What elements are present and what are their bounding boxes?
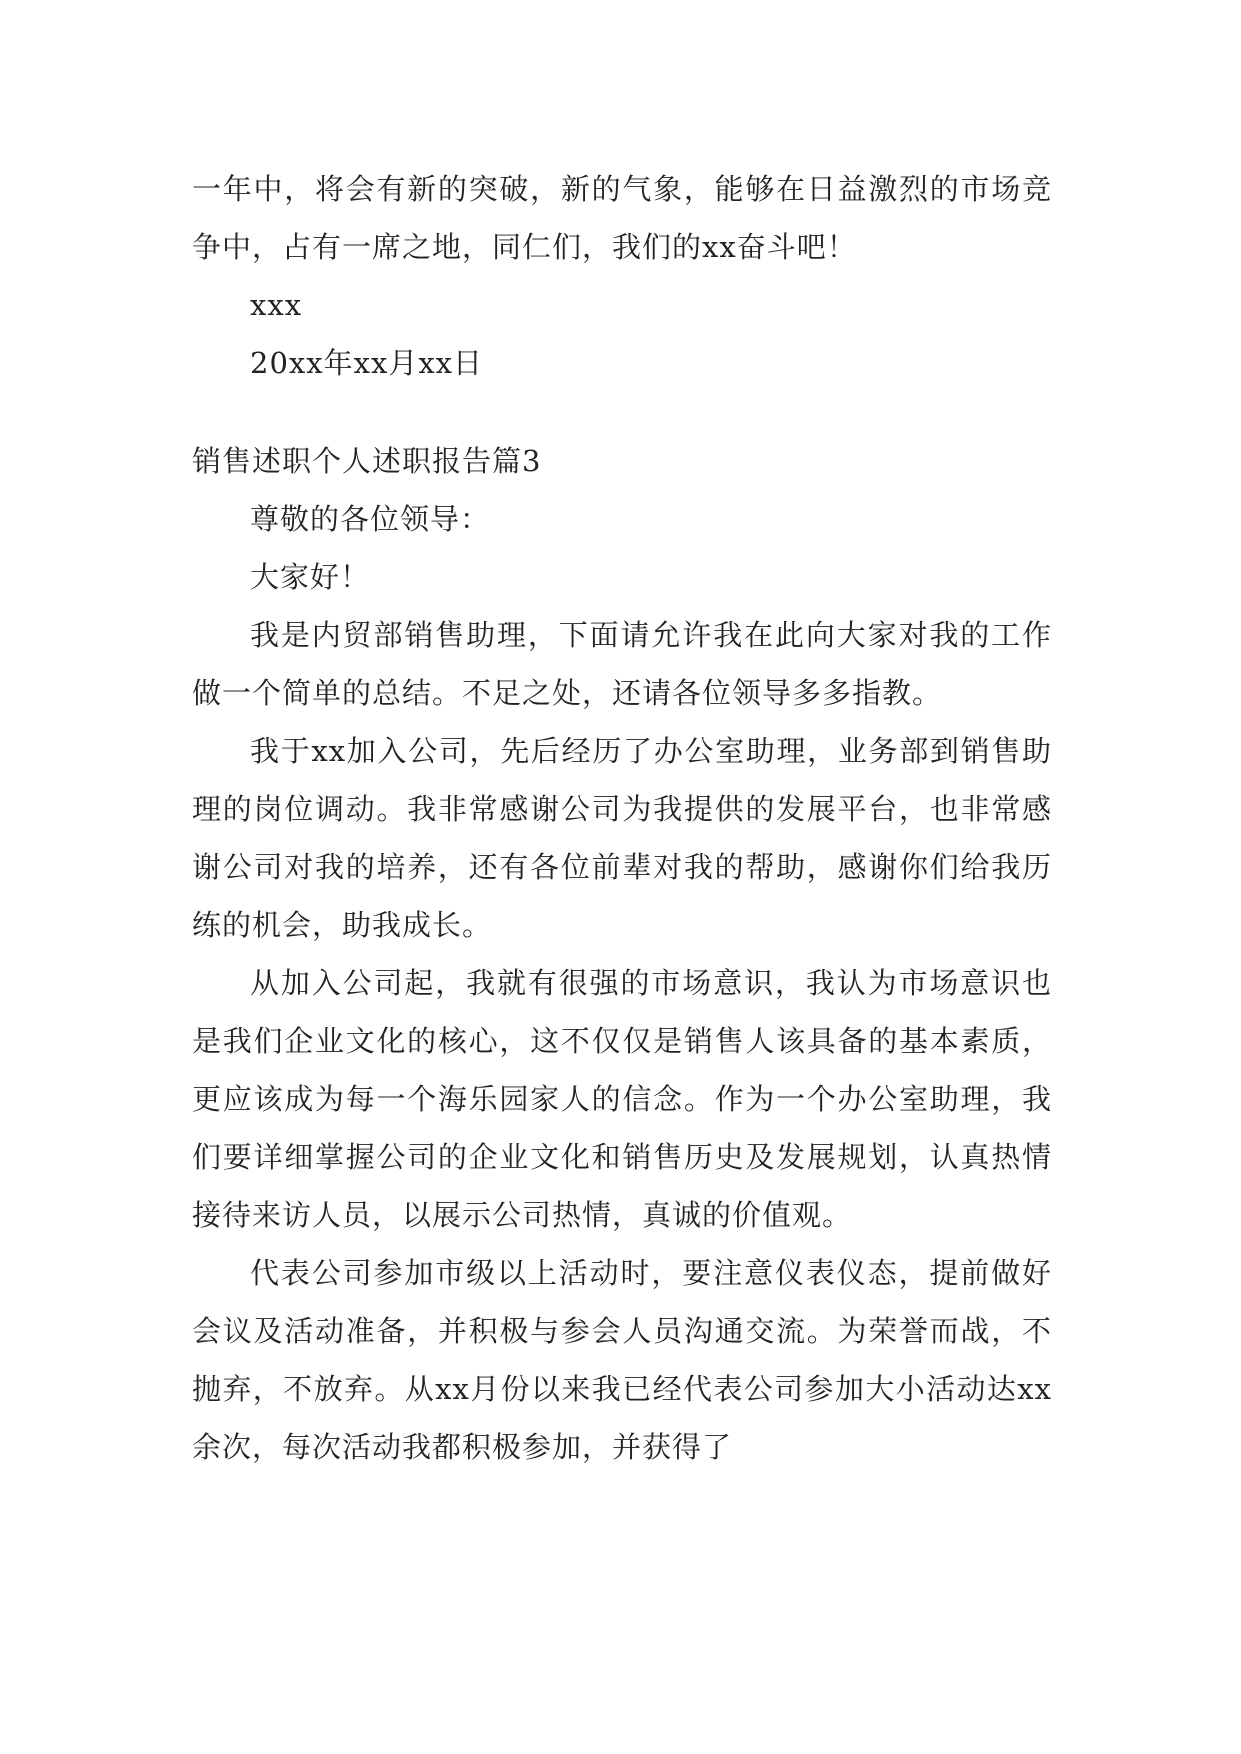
body-paragraph: 代表公司参加市级以上活动时，要注意仪表仪态，提前做好会议及活动准备，并积极与参会人员沟通交流。为荣誉而战，不抛弃，不放弃。从xx月份以来我已经代表公司参加大小活动达xx余次，每次活动我都积极参加，并获得了: [192, 1256, 1052, 1464]
date-line: 20xx年xx月xx日: [250, 346, 484, 380]
document-body: [192, 160, 1052, 1476]
signature: xxx: [250, 288, 303, 322]
greeting: 大家好！: [250, 560, 371, 594]
section-title: 销售述职个人述职报告篇3: [192, 444, 542, 478]
continuation-paragraph: 一年中，将会有新的突破，新的气象，能够在日益激烈的市场竞争中，占有一席之地，同仁们，我们的xx奋斗吧！: [192, 172, 1052, 264]
body-paragraph: 从加入公司起，我就有很强的市场意识，我认为市场意识也是我们企业文化的核心，这不仅仅是销售人该具备的基本素质，更应该成为每一个海乐园家人的信念。作为一个办公室助理，我们要详细掌握公司的企业文化和销售历史及发展规划，认真热情接待来访人员，以展示公司热情，真诚的价值观。: [192, 966, 1052, 1232]
section-gap: [192, 392, 1052, 432]
body-paragraph: 我是内贸部销售助理，下面请允许我在此向大家对我的工作做一个简单的总结。不足之处，还请各位领导多多指教。: [192, 618, 1052, 710]
salutation: 尊敬的各位领导：: [250, 502, 491, 536]
body-paragraph: 我于xx加入公司，先后经历了办公室助理，业务部到销售助理的岗位调动。我非常感谢公司为我提供的发展平台，也非常感谢公司对我的培养，还有各位前辈对我的帮助，感谢你们给我历练的机会，助我成长。: [192, 734, 1052, 942]
